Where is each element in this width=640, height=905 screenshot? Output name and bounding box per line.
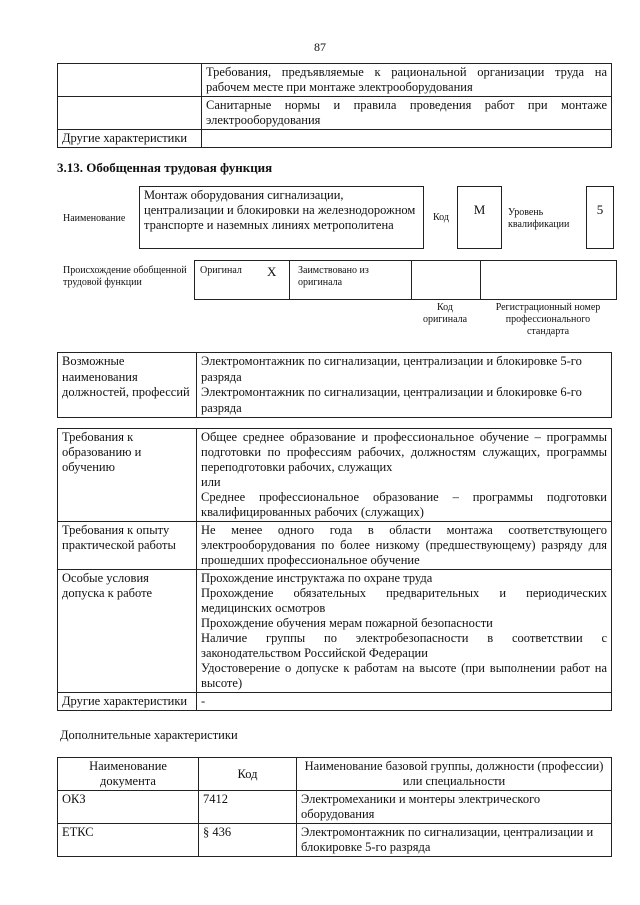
top-table [57, 63, 612, 148]
table-row [58, 130, 612, 148]
table-row [58, 758, 612, 791]
list-item: Прохождение инструктажа по охране труда [201, 571, 433, 585]
original-label: Оригинал [200, 265, 242, 276]
list-item: или [201, 475, 221, 489]
list-item: Не менее одного года в области монтажа соответствующего электрооборудования по более низкому (предшествующему) разряду для прошедших профессиональное обучение [201, 523, 607, 567]
level-value: 5 [596, 202, 604, 217]
table-row [58, 522, 612, 570]
list-item: Наличие группы по электробезопасности в соответствии с законодательством Российской Федерации [201, 631, 607, 660]
table-row [58, 429, 612, 522]
list-item: Прохождение обучения мерам пожарной безопасности [201, 616, 493, 630]
requirement-content [197, 522, 612, 570]
table-cell: Другие характеристики [58, 130, 202, 148]
list-item: Электромонтажник по сигнализации, централизации и блокировке 5-го разряда [201, 354, 582, 384]
positions-label: Возможные наименования должностей, профессий [58, 353, 197, 418]
code-caption: Код оригинала [422, 302, 468, 325]
requirement-label: Другие характеристики [58, 693, 197, 711]
list-item: Удостоверение о допуске к работам на высоте (при выполнении работ на высоте) [201, 661, 607, 690]
requirement-label: Особые условия допуска к работе [58, 570, 197, 693]
table-cell: 7412 [199, 791, 297, 824]
additional-table [57, 757, 612, 857]
requirement-label: Требования к опыту практической работы [58, 522, 197, 570]
table-cell [58, 64, 202, 97]
table-row [58, 791, 612, 824]
table-cell: Электромеханики и монтеры электрического оборудования [297, 791, 612, 824]
requirement-label: Требования к образованию и обучению [58, 429, 197, 522]
list-item: Общее среднее образование и профессиональное обучение – программы подготовки по профессиям рабочих, должностям служащих, программы переподготовки рабочих, служащих [201, 430, 607, 474]
borrowed-label: Заимствовано из оригинала [298, 265, 369, 288]
table-cell: Требования, предъявляемые к рациональной организации труда на рабочем месте при монтаже электрооборудования [202, 64, 612, 97]
table-cell: Электромонтажник по сигнализации, централизации и блокировке 5-го разряда [297, 824, 612, 857]
original-mark: Х [267, 264, 277, 279]
table-row [58, 64, 612, 97]
origin-box [194, 260, 617, 300]
positions-list [197, 353, 612, 418]
table-row [58, 824, 612, 857]
table-cell [202, 130, 612, 148]
requirement-content [197, 429, 612, 522]
requirement-content [197, 693, 612, 711]
column-header: Наименование документа [58, 758, 199, 791]
list-item: - [201, 694, 206, 708]
table-row [58, 693, 612, 711]
function-name-box [139, 186, 424, 249]
table-cell: Санитарные нормы и правила проведения работ при монтаже электрооборудования [202, 97, 612, 130]
section-title: 3.13. Обобщенная трудовая функция [57, 160, 273, 175]
column-header: Код [199, 758, 297, 791]
table-row [58, 570, 612, 693]
function-name: Монтаж оборудования сигнализации, централизации и блокировки на железнодорожном транспорте и наземных линиях метрополитена [144, 188, 416, 232]
page-number: 87 [314, 40, 326, 54]
code-label: Код [433, 212, 449, 223]
table-cell: ЕТКС [58, 824, 199, 857]
origin-label: Происхождение обобщенной трудовой функции [63, 265, 187, 288]
table-cell [58, 97, 202, 130]
additional-title: Дополнительные характеристики [60, 728, 238, 742]
table-row [58, 353, 612, 418]
level-box [586, 186, 614, 249]
table-cell: ОКЗ [58, 791, 199, 824]
code-value: М [473, 202, 486, 217]
requirement-content [197, 570, 612, 693]
list-item: Прохождение обязательных предварительных и периодических медицинских осмотров [201, 586, 607, 615]
code-box [457, 186, 502, 249]
positions-table [57, 352, 612, 418]
table-cell: § 436 [199, 824, 297, 857]
name-label: Наименование [63, 213, 126, 224]
list-item: Среднее профессиональное образование – программы подготовки квалифицированных рабочих (служащих) [201, 490, 607, 519]
list-item: Электромонтажник по сигнализации, централизации и блокировке 6-го разряда [201, 385, 582, 415]
table-row [58, 97, 612, 130]
requirements-table [57, 428, 612, 711]
column-header: Наименование базовой группы, должности (профессии) или специальности [297, 758, 612, 791]
level-label: Уровень квалификации [508, 207, 570, 230]
reg-caption: Регистрационный номер профессионального стандарта [495, 302, 601, 337]
